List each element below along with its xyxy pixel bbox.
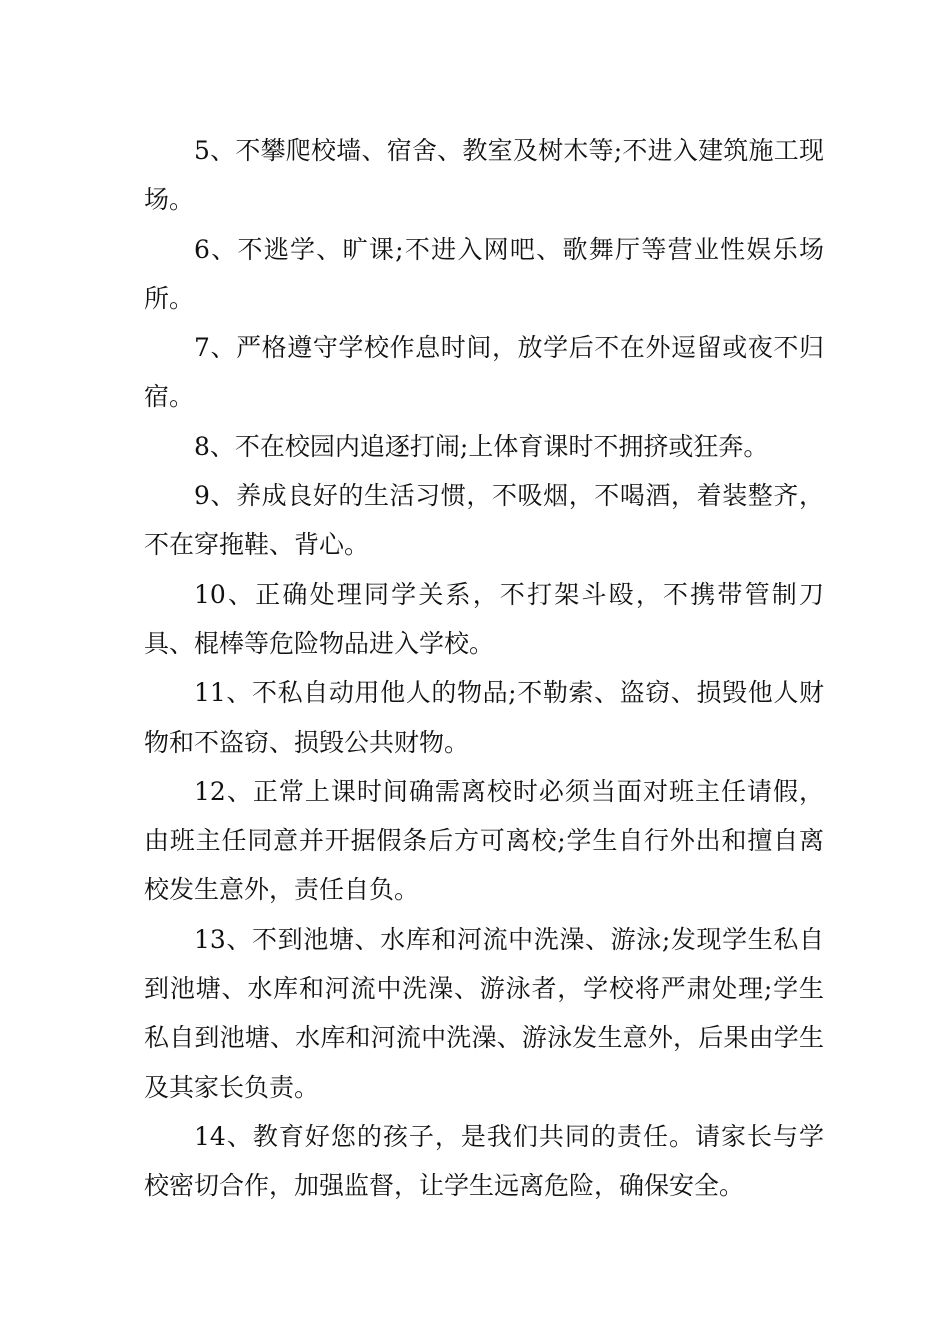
document-body <box>144 126 824 1211</box>
rule-paragraph-14: 14、教育好您的孩子，是我们共同的责任。请家长与学校密切合作，加强监督，让学生远离危险，确保安全。 <box>144 1121 824 1201</box>
rule-paragraph-13: 13、不到池塘、水库和河流中洗澡、游泳;发现学生私自到池塘、水库和河流中洗澡、游泳者，学校将严肃处理;学生私自到池塘、水库和河流中洗澡、游泳发生意外，后果由学生及其家长负责。 <box>144 924 824 1102</box>
rule-paragraph-12: 12、正常上课时间确需离校时必须当面对班主任请假，由班主任同意并开据假条后方可离校;学生自行外出和擅自离校发生意外，责任自负。 <box>144 776 824 905</box>
rule-paragraph-9: 9、养成良好的生活习惯，不吸烟，不喝酒，着装整齐，不在穿拖鞋、背心。 <box>144 481 824 560</box>
rule-paragraph-11: 11、不私自动用他人的物品;不勒索、盗窃、损毁他人财物和不盗窃、损毁公共财物。 <box>144 678 824 757</box>
rule-paragraph-7: 7、严格遵守学校作息时间，放学后不在外逗留或夜不归宿。 <box>144 333 824 412</box>
rule-paragraph-10: 10、正确处理同学关系，不打架斗殴，不携带管制刀具、棍棒等危险物品进入学校。 <box>144 579 824 658</box>
rule-paragraph-5: 5、不攀爬校墙、宿舍、教室及树木等;不进入建筑施工现场。 <box>144 136 824 215</box>
rule-paragraph-6: 6、不逃学、旷课;不进入网吧、歌舞厅等营业性娱乐场所。 <box>144 234 824 313</box>
rule-paragraph-8: 8、不在校园内追逐打闹;上体育课时不拥挤或狂奔。 <box>194 431 769 461</box>
